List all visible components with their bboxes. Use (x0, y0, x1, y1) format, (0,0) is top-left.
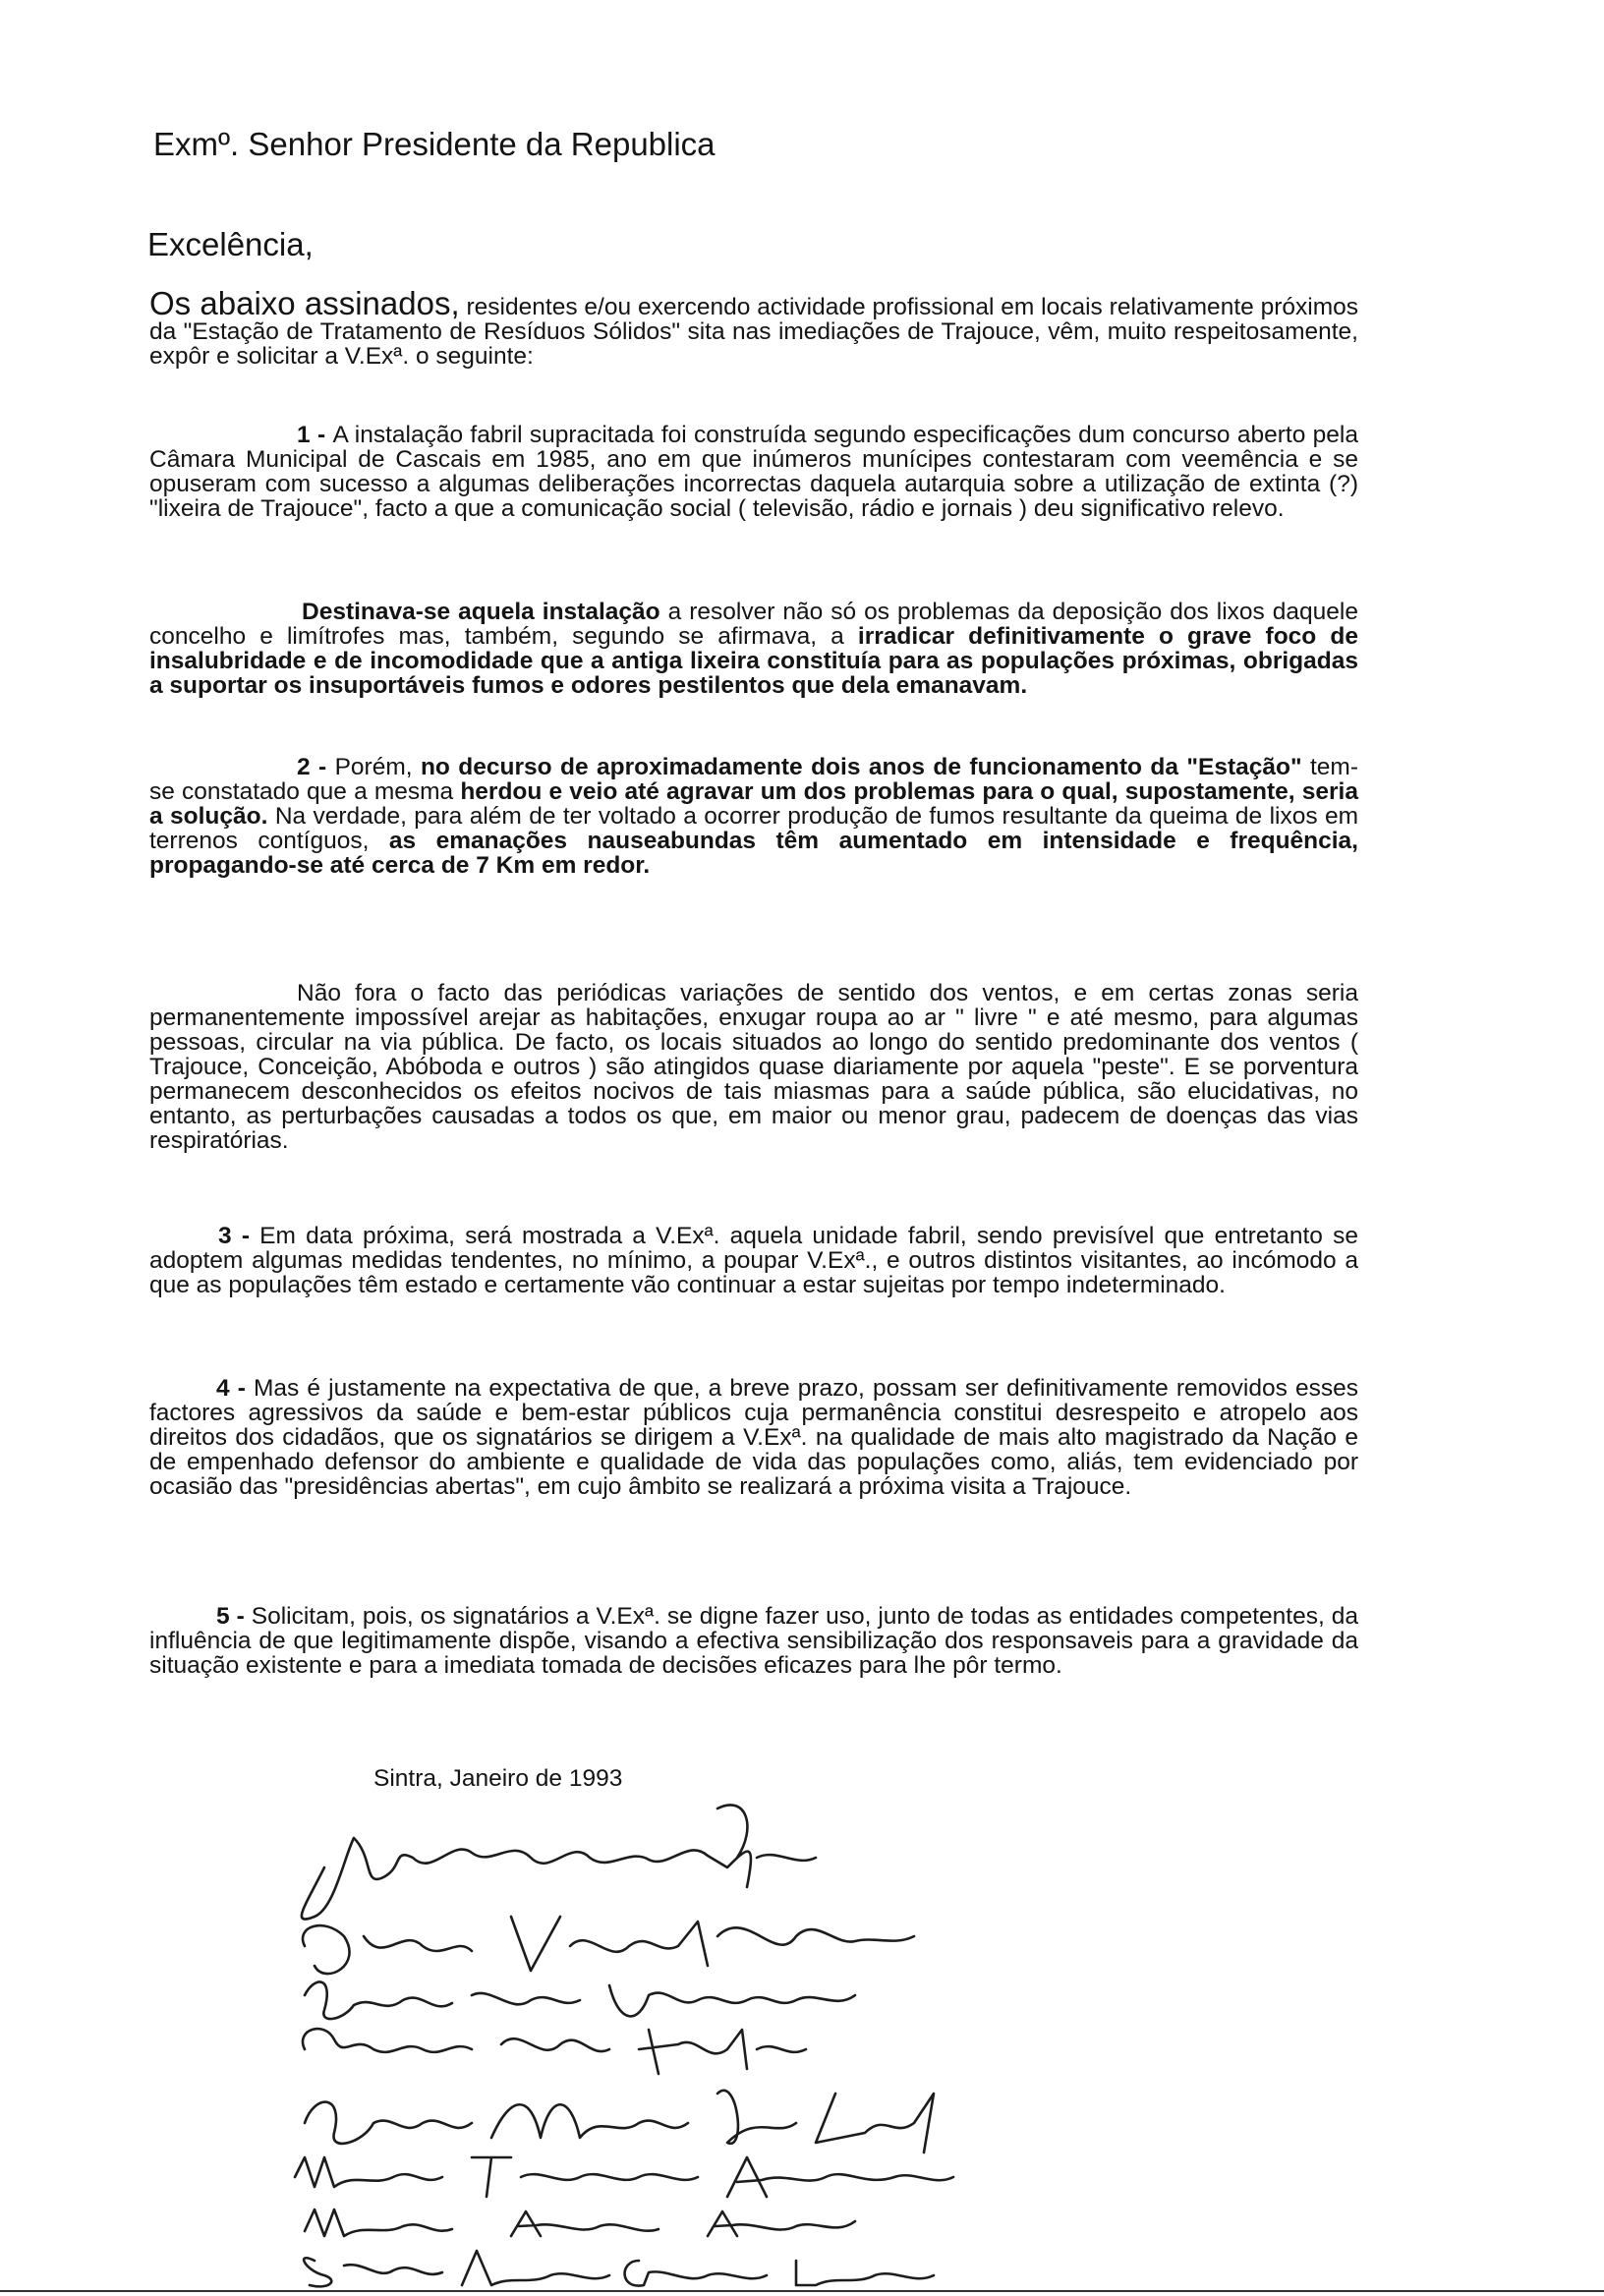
paragraph-1b-bold-1: Destinava-se aquela instalação (302, 599, 660, 625)
paragraph-1b-text-1: a resolver não só os problemas da deposição dos lixos daquele concelho e limítrofes mas, também, segundo se afirmava, a (149, 599, 1358, 650)
paragraph-2 (149, 755, 1358, 878)
place-and-date: Sintra, Janeiro de 1993 (373, 1765, 623, 1792)
signature-block (285, 1799, 1032, 2290)
paragraph-1-number: 1 - (297, 422, 333, 448)
signature-6 (295, 2157, 953, 2197)
addressee: Exmº. Senhor Presidente da Republica (153, 126, 716, 162)
intro-text: residentes e/ou exercendo actividade profissional em locais relativamente próximos da "Estação de Tratamento de Resíduos Sólidos" sita nas imediações de Trajouce, vêm, muito respeitosamente, expôr e solicitar a V.Exª. o seguinte: (149, 294, 1359, 370)
intro-lead: Os abaixo assinados, (149, 285, 460, 321)
paragraph-2b (149, 981, 1358, 1153)
signature-7 (305, 2210, 855, 2236)
signature-8 (304, 2251, 934, 2286)
paragraph-5 (149, 1604, 1358, 1678)
paragraph-2-text-2: tem-se constatado que a mesma (149, 754, 1358, 805)
paragraph-4-number: 4 - (216, 1375, 254, 1402)
paragraph-2-bold-2: herdou e veio até agravar um dos problemas para o qual, supostamente, seria a solução. (149, 778, 1358, 830)
paragraph-2b-text: Não fora o facto das periódicas variações de sentido dos ventos, e em certas zonas seria permanentemente impossível arejar as habitações, enxugar roupa ao ar " livre " e até mesmo, para algumas pessoas, circular na via pública. De facto, os locais situados ao longo do sentido predominante dos ventos ( Trajouce, Conceição, Abóboda e outros ) são atingidos quase diariamente por aquela "peste". E se porventura permanecem desconhecidos os efeitos nocivos de tais miasmas para a saúde pública, são elucidativas, no entanto, as perturbações causadas a todos os que, em maior ou menor grau, padecem de doenças das vias respiratórias. (149, 980, 1358, 1154)
signature-4 (303, 2029, 806, 2074)
intro-paragraph (149, 285, 1359, 370)
paragraph-4-text: Mas é justamente na expectativa de que, a breve prazo, possam ser definitivamente removidos esses factores agressivos da saúde e bem-estar públicos cuja permanência constitui desrespeito e atropelo aos direitos dos cidadãos, que os signatários se dirigem a V.Exª. na qualidade de mais alto magistrado da Nação e de empenhado defensor do ambiente e qualidade de vida das populações como, aliás, tem evidenciado por ocasião das "presidências abertas", em cujo âmbito se realizará a próxima visita a Trajouce. (149, 1375, 1358, 1500)
paragraph-2-text-3: Na verdade, para além de ter voltado a ocorrer produção de fumos resultante da queima de lixos em terrenos contíguos, (149, 803, 1359, 854)
handwritten-signatures (285, 1799, 1032, 2290)
page-bottom-edge (0, 2290, 1604, 2292)
paragraph-2-bold-1: no decurso de aproximadamente dois anos de funcionamento da "Estação" (420, 754, 1302, 780)
paragraph-2-number: 2 - (297, 754, 335, 780)
signature-2 (303, 1917, 914, 1974)
signature-3 (305, 1981, 855, 2019)
signature-5 (305, 2091, 934, 2152)
paragraph-3-text: Em data próxima, será mostrada a V.Exª. aquela unidade fabril, sendo previsível que entretanto se adoptem algumas medidas tendentes, no mínimo, a poupar V.Exª., e outros distintos visitantes, ao incómodo a que as populações têm estado e certamente vão continuar a estar sujeitas por tempo indeterminado. (149, 1223, 1358, 1298)
paragraph-3 (149, 1224, 1358, 1297)
paragraph-1 (149, 423, 1358, 521)
salutation: Excelência, (147, 226, 314, 262)
paragraph-2-bold-3: as emanações nauseabundas têm aumentado em intensidade e frequência, propagando-se até cerca de 7 Km em redor. (149, 828, 1358, 879)
signature-1 (302, 1805, 816, 1919)
paragraph-4 (149, 1376, 1358, 1499)
paragraph-1-text: A instalação fabril supracitada foi construída segundo especificações dum concurso aberto pela Câmara Municipal de Cascais em 1985, ano em que inúmeros munícipes contestaram com veemência e se opuseram com sucesso a algumas deliberações incorrectas daquela autarquia sobre a utilização de extinta (?) "lixeira de Trajouce", facto a que a comunicação social ( televisão, rádio e jornais ) deu significativo relevo. (149, 422, 1358, 522)
paragraph-5-text: Solicitam, pois, os signatários a V.Exª. se digne fazer uso, junto de todas as entidades competentes, da influência de que legitimamente dispõe, visando a efectiva sensibilização dos responsaveis para a gravidade da situação existente e para a imediata tomada de decisões eficazes para lhe pôr termo. (149, 1603, 1358, 1679)
paragraph-3-number: 3 - (218, 1223, 260, 1249)
paragraph-5-number: 5 - (216, 1603, 252, 1630)
paragraph-1b (149, 600, 1358, 698)
paragraph-1b-bold-2: irradicar definitivamente o grave foco de insalubridade e de incomodidade que a antiga lixeira constituía para as populações próximas, obrigadas a suportar os insuportáveis fumos e odores pestilentos que dela emanavam. (149, 623, 1358, 699)
paragraph-2-text-1: Porém, (334, 754, 421, 780)
